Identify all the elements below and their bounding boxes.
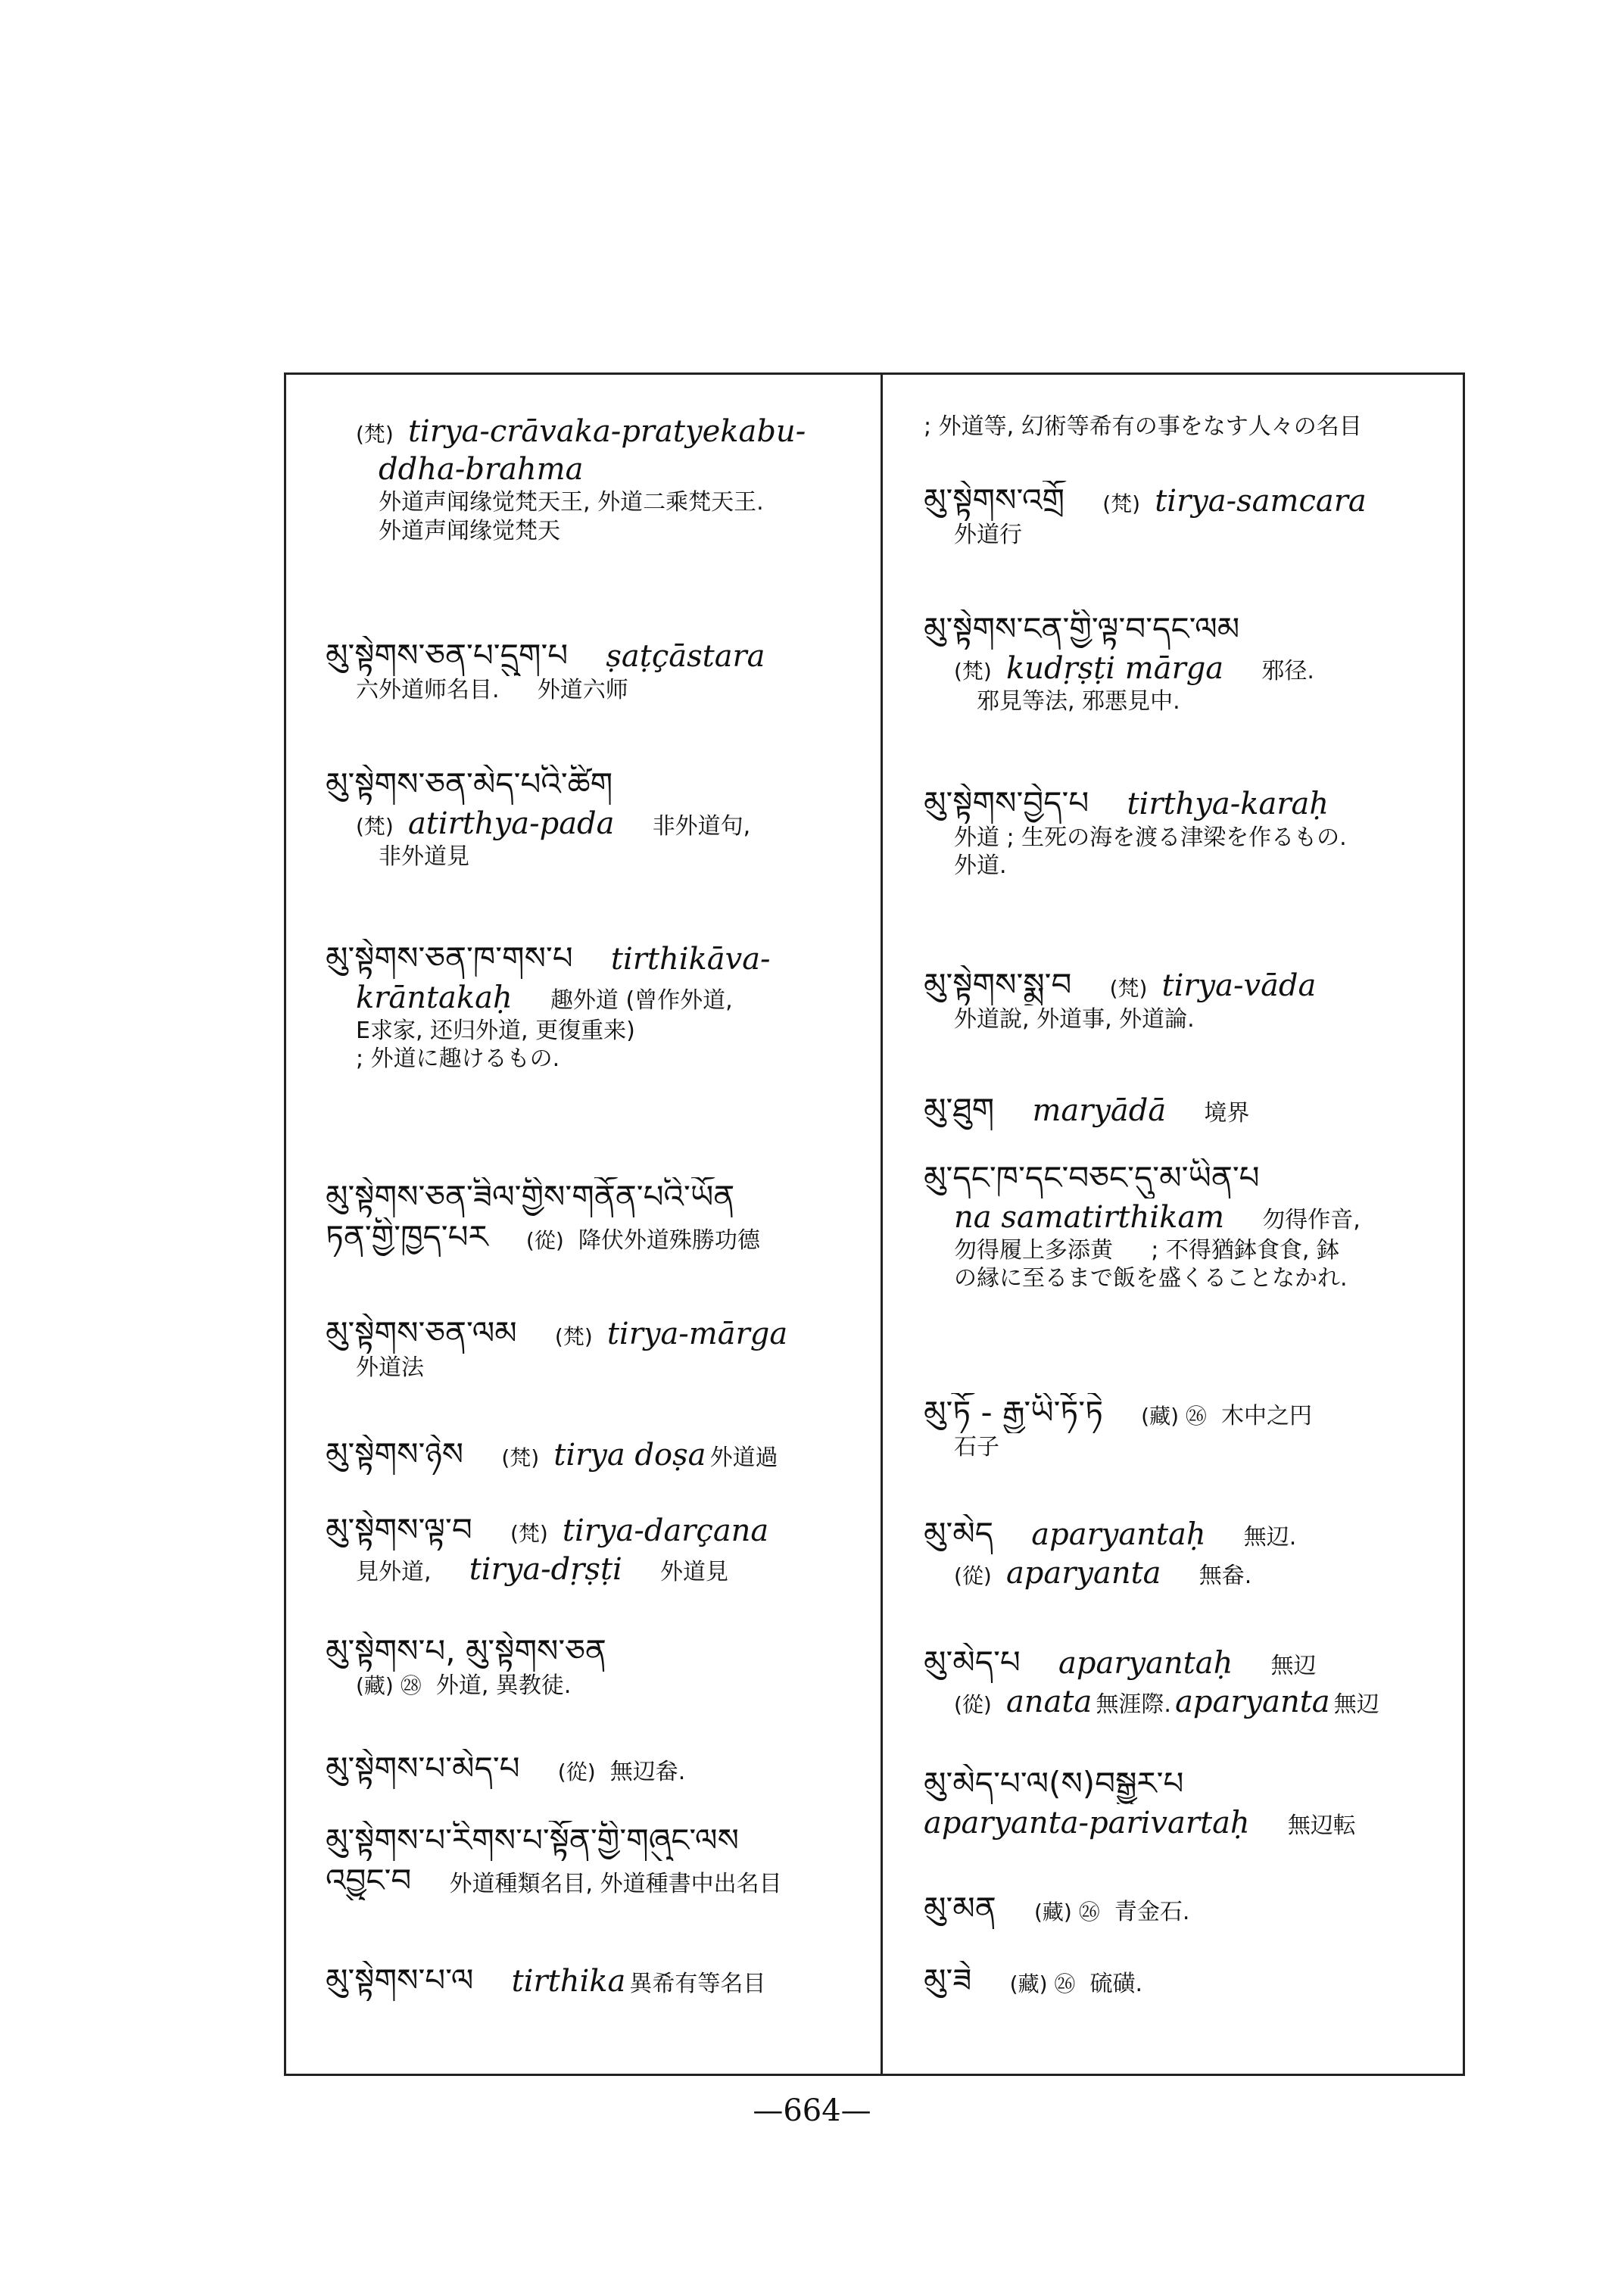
page-number: —664— [753,2093,871,2128]
dictionary-entry [295,1314,871,1382]
source-tag: (梵) [510,1521,548,1546]
translation: 外道行 [954,521,1022,548]
translation: 異希有等名目 [629,1971,766,1997]
dictionary-entry [295,1821,871,1900]
translation: 外道法 [356,1354,424,1381]
translation: 青金石. [1114,1899,1190,1925]
translation: 非外道句, [652,812,751,840]
translation: 石子 [954,1433,999,1460]
translation: 邪見等法, 邪悪見中. [977,687,1180,715]
source-tag: (梵) [1109,976,1148,1001]
dictionary-entry [295,636,871,704]
translation: 外道 ; 生死の海を渡る津梁を作るもの. [954,824,1347,851]
source-tag: (藏) ㉖ [1034,1900,1100,1925]
sanskrit-term: anata [1005,1684,1093,1719]
sanskrit-term: kudṛṣṭi mārga [1005,650,1224,686]
dictionary-entry [295,413,871,545]
translation: 硫磺. [1089,1971,1143,1997]
source-tag: (藏) ㉖ [1009,1971,1076,1996]
translation: 外道, 異教徒. [435,1672,572,1699]
translation: ; 外道に趣けるもの. [356,1046,560,1072]
sanskrit-term: tirya-samcara [1155,484,1367,519]
translation: の縁に至るまで飯を盛くることなかれ. [954,1265,1348,1292]
sanskrit-term: tirya-mārga [606,1317,788,1351]
sanskrit-term: tirya-darçana [562,1513,769,1548]
tibetan-headword: མུ་མེད [924,1515,994,1552]
translation: 無辺 [1333,1691,1379,1718]
translation: ; 不得猶鉢食食, 鉢 [1151,1236,1339,1264]
dictionary-entry [893,1090,1461,1130]
tibetan-headword: མུ་སྟེགས་པ, མུ་སྟེགས་ཅན [326,1632,606,1669]
tibetan-headword: མུ་དང་ཁ་དང་བཅང་དུ་མ་ཡིན་པ [924,1159,1260,1196]
source-tag: (從) [954,1691,992,1717]
sanskrit-term: ddha-brahma [379,452,584,487]
source-tag: (梵) [554,1324,593,1349]
tibetan-headword: མུ་སྟེགས་པ་རིགས་པ་སྟོན་གྱི་གཞུང་ལས [326,1822,739,1859]
sanskrit-term: maryādā [1032,1093,1167,1128]
translation: 外道說, 外道事, 外道論. [954,1005,1195,1033]
translation: 見外道, [356,1558,432,1585]
translation: E求家, 还归外道, 更復重来) [356,1017,635,1044]
sanskrit-term: tirya-dṛṣṭi [469,1551,622,1587]
tibetan-headword: མུ་ཐུག [924,1091,995,1128]
tibetan-headword: མུ་ཟེ [924,1962,972,1999]
dictionary-entry [893,1393,1461,1461]
translation: 邪径. [1261,657,1314,684]
source-tag: (梵) [501,1445,540,1470]
tibetan-headword: མུ་སྟེགས་པ་ལ [326,1962,474,1999]
source-tag: (藏) ㉖ [1141,1404,1207,1429]
translation: 外道. [954,852,1007,879]
dictionary-entry [893,481,1461,549]
sanskrit-term: atirthya-pada [407,806,615,841]
translation: 木中之円 [1220,1403,1312,1429]
translation: 無辺畚. [609,1759,686,1785]
sanskrit-term: ṣaṭçāstara [606,639,765,674]
sanskrit-term: tirthikāva- [610,942,771,977]
sanskrit-term: krāntakaḥ [356,980,513,1015]
tibetan-headword: མུ་སྟེགས་ཅན་མེད་པའི་ཚིག [326,765,613,803]
tibetan-headword: མུ་ཏོ - རྒྱ་ཡི་ཏོ་ཏེ [924,1394,1103,1431]
dictionary-entry [893,1158,1461,1293]
tibetan-headword: མུ་སྟེགས་ཅན་ལམ [326,1314,517,1351]
dictionary-entry [893,413,1461,441]
dictionary-entry [893,1764,1461,1842]
dictionary-entry [893,1643,1461,1721]
sanskrit-term: tirya-vāda [1161,968,1317,1003]
sanskrit-term: aparyanta [1005,1555,1161,1591]
dictionary-entry [295,1632,871,1700]
translation: 無辺転 [1287,1812,1356,1839]
dictionary-entry [893,965,1461,1033]
dictionary-entry [295,939,871,1074]
translation: 趣外道 (曾作外道, [550,986,733,1014]
dictionary-entry [295,765,871,871]
translation: 非外道見 [379,843,469,870]
translation: 無畚. [1199,1562,1252,1589]
translation: 無辺 [1270,1653,1317,1679]
translation: 無辺. [1243,1524,1297,1551]
tibetan-headword: མུ་སྟེགས་སྨྲ་བ [924,966,1072,1003]
source-tag: (梵) [954,658,992,684]
dictionary-entry [893,1961,1461,2001]
tibetan-headword: ཏན་གྱི་ཁྱད་པར [326,1217,488,1255]
tibetan-headword: མུ་སྟེགས་ཅན་པ་དྲུག་པ [326,637,569,674]
translation: 外道声闻缘觉梵天 [379,517,560,544]
tibetan-headword: མུ་སྟེགས་ལྟ་བ [326,1511,472,1548]
dictionary-entry [893,784,1461,881]
tibetan-headword: མུ་སྟེགས་ཅན་ཁ་གས་པ [326,940,573,977]
translation: ; 外道等, 幻術等希有の事をなす人々の名目 [924,413,1362,440]
tibetan-headword: མུ་སྟེགས་འགྲོ [924,482,1065,519]
dictionary-entry [893,1889,1461,1929]
sanskrit-term: aparyantaḥ [1058,1646,1233,1681]
tibetan-headword: མུ་སྟེགས་ཉེས [326,1435,464,1473]
dictionary-entry [295,1961,871,2001]
dictionary-entry [893,1514,1461,1592]
dictionary-entry [893,609,1461,715]
sanskrit-term: na samatirthikam [954,1199,1225,1235]
source-tag: (藏) ㉘ [356,1672,422,1698]
tibetan-headword: མུ་སྟེགས་ངན་གྱི་ལྟ་བ་དང་ལམ [924,610,1240,647]
sanskrit-term: tirthya-karaḥ [1127,787,1329,821]
source-tag: (從) [557,1759,596,1784]
dictionary-entry [295,1177,871,1257]
dictionary-entry [295,1510,871,1588]
sanskrit-term: aparyantaḥ [1031,1517,1206,1552]
translation: 外道六师 [537,676,628,703]
sanskrit-term: tirya-crāvaka-pratyekabu- [407,414,806,449]
sanskrit-term: tirthika [511,1964,626,1999]
source-tag: (梵) [356,422,394,447]
sanskrit-term: aparyanta-parivartaḥ [924,1805,1250,1840]
translation: 勿得履上多添黄 [954,1236,1113,1264]
translation: 外道種類名目, 外道種書中出名目 [449,1870,782,1897]
translation: 外道過 [709,1445,778,1471]
column-divider [881,372,883,2076]
translation: 境界 [1204,1100,1250,1127]
tibetan-headword: མུ་སྟེགས་བྱེད་པ [924,784,1089,821]
translation: 無涯際. [1096,1691,1171,1718]
translation: 六外道师名目. [356,676,500,703]
source-tag: (梵) [356,813,394,839]
tibetan-headword: མུ་མེད་པ [924,1644,1021,1681]
source-tag: (從) [954,1563,992,1588]
source-tag: (梵) [1102,491,1141,516]
tibetan-headword: མུ་སྟེགས་པ་མེད་པ [326,1750,520,1787]
dictionary-entry [295,1435,871,1475]
sanskrit-term: aparyanta [1175,1684,1330,1719]
source-tag: (從) [525,1227,564,1253]
translation: 勿得作音, [1262,1206,1361,1233]
translation: 外道見 [660,1558,728,1585]
dictionary-entry [295,1749,871,1789]
tibetan-headword: འབྱུང་བ [326,1861,412,1899]
translation: 外道声闻缘觉梵天王, 外道二乘梵天王. [379,489,764,516]
translation: 降伏外道殊勝功德 [578,1226,760,1254]
tibetan-headword: མུ་མན [924,1890,996,1927]
sanskrit-term: tirya doṣa [553,1438,706,1473]
tibetan-headword: མུ་སྟེགས་ཅན་ཟིལ་གྱིས་གནོན་པའི་ཡོན [326,1178,735,1215]
tibetan-headword: མུ་མེད་པ་ལ(ས)བསྒྱུར་པ [924,1765,1184,1802]
